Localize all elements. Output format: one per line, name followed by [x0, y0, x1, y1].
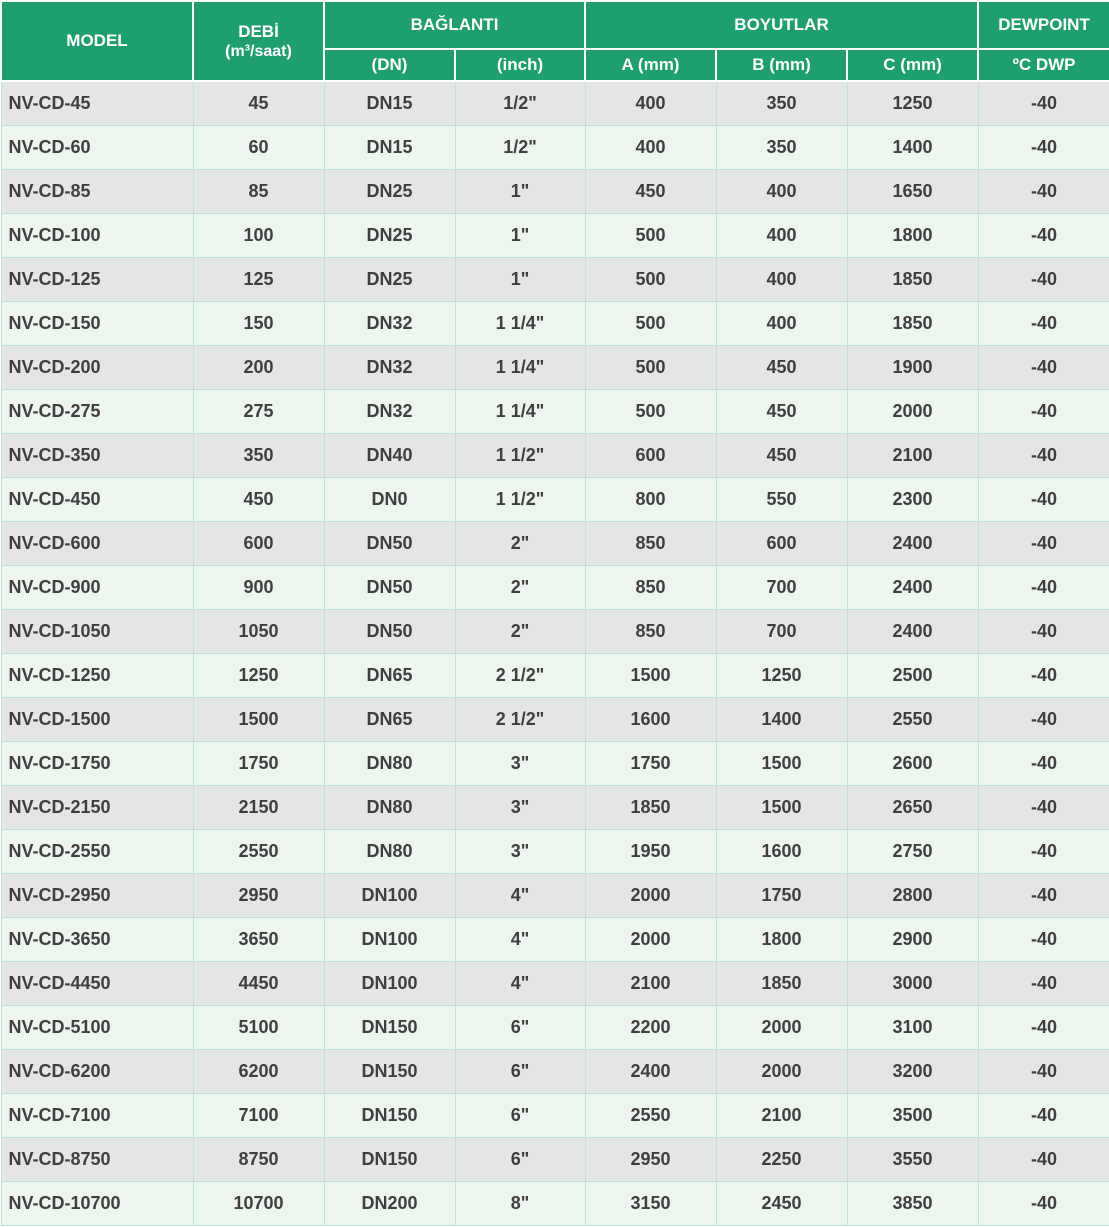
cell-debi: 2150: [193, 786, 324, 830]
cell-model: NV-CD-350: [1, 434, 193, 478]
cell-model: NV-CD-125: [1, 258, 193, 302]
cell-a-mm: 2550: [585, 1094, 716, 1138]
cell-model: NV-CD-900: [1, 566, 193, 610]
cell-inch: 1 1/2": [455, 478, 585, 522]
cell-a-mm: 2400: [585, 1050, 716, 1094]
cell-debi: 2950: [193, 874, 324, 918]
cell-debi: 45: [193, 81, 324, 126]
table-row: [1, 566, 1109, 610]
table-row: [1, 610, 1109, 654]
cell-c-mm: 2400: [847, 610, 978, 654]
table-row: [1, 786, 1109, 830]
cell-a-mm: 500: [585, 214, 716, 258]
cell-a-mm: 2000: [585, 874, 716, 918]
header-a-mm: A (mm): [585, 49, 716, 81]
table-row: [1, 170, 1109, 214]
table-row: [1, 434, 1109, 478]
cell-inch: 4": [455, 918, 585, 962]
cell-model: NV-CD-100: [1, 214, 193, 258]
table-row: [1, 1138, 1109, 1182]
cell-dewpoint: -40: [978, 258, 1109, 302]
cell-dn: DN50: [324, 522, 455, 566]
cell-b-mm: 400: [716, 170, 847, 214]
cell-model: NV-CD-1500: [1, 698, 193, 742]
cell-model: NV-CD-10700: [1, 1182, 193, 1226]
cell-c-mm: 3100: [847, 1006, 978, 1050]
cell-dewpoint: -40: [978, 918, 1109, 962]
cell-a-mm: 400: [585, 126, 716, 170]
header-inch: (inch): [455, 49, 585, 81]
cell-a-mm: 850: [585, 522, 716, 566]
table-row: [1, 1050, 1109, 1094]
cell-dn: DN50: [324, 566, 455, 610]
cell-dewpoint: -40: [978, 81, 1109, 126]
header-dn: (DN): [324, 49, 455, 81]
cell-debi: 5100: [193, 1006, 324, 1050]
cell-debi: 150: [193, 302, 324, 346]
cell-inch: 1/2": [455, 126, 585, 170]
cell-inch: 6": [455, 1094, 585, 1138]
cell-c-mm: 2800: [847, 874, 978, 918]
cell-dewpoint: -40: [978, 830, 1109, 874]
cell-b-mm: 350: [716, 81, 847, 126]
cell-a-mm: 2000: [585, 918, 716, 962]
cell-inch: 6": [455, 1138, 585, 1182]
cell-dn: DN25: [324, 170, 455, 214]
cell-b-mm: 1500: [716, 786, 847, 830]
cell-c-mm: 1400: [847, 126, 978, 170]
cell-model: NV-CD-45: [1, 81, 193, 126]
cell-model: NV-CD-85: [1, 170, 193, 214]
cell-inch: 3": [455, 830, 585, 874]
cell-c-mm: 2600: [847, 742, 978, 786]
cell-model: NV-CD-1050: [1, 610, 193, 654]
cell-model: NV-CD-2150: [1, 786, 193, 830]
cell-c-mm: 3200: [847, 1050, 978, 1094]
cell-dewpoint: -40: [978, 566, 1109, 610]
cell-inch: 2": [455, 566, 585, 610]
cell-c-mm: 2400: [847, 566, 978, 610]
cell-inch: 1/2": [455, 81, 585, 126]
cell-b-mm: 400: [716, 258, 847, 302]
cell-a-mm: 1500: [585, 654, 716, 698]
cell-a-mm: 500: [585, 390, 716, 434]
cell-c-mm: 2000: [847, 390, 978, 434]
cell-b-mm: 2000: [716, 1006, 847, 1050]
table-body: [1, 81, 1109, 1226]
cell-dewpoint: -40: [978, 698, 1109, 742]
cell-c-mm: 3850: [847, 1182, 978, 1226]
table-row: [1, 390, 1109, 434]
cell-c-mm: 2500: [847, 654, 978, 698]
cell-dn: DN150: [324, 1050, 455, 1094]
cell-dn: DN100: [324, 918, 455, 962]
cell-b-mm: 1400: [716, 698, 847, 742]
cell-dn: DN65: [324, 698, 455, 742]
cell-dn: DN80: [324, 742, 455, 786]
table-row: [1, 1182, 1109, 1226]
cell-b-mm: 450: [716, 390, 847, 434]
cell-inch: 1 1/4": [455, 346, 585, 390]
header-c-mm: C (mm): [847, 49, 978, 81]
cell-a-mm: 2200: [585, 1006, 716, 1050]
cell-a-mm: 400: [585, 81, 716, 126]
table-row: [1, 258, 1109, 302]
cell-dn: DN100: [324, 962, 455, 1006]
cell-a-mm: 500: [585, 302, 716, 346]
cell-debi: 1750: [193, 742, 324, 786]
cell-dewpoint: -40: [978, 610, 1109, 654]
cell-dewpoint: -40: [978, 170, 1109, 214]
table-row: [1, 478, 1109, 522]
cell-c-mm: 1800: [847, 214, 978, 258]
cell-inch: 3": [455, 786, 585, 830]
cell-model: NV-CD-8750: [1, 1138, 193, 1182]
cell-debi: 2550: [193, 830, 324, 874]
cell-model: NV-CD-7100: [1, 1094, 193, 1138]
cell-debi: 100: [193, 214, 324, 258]
cell-dewpoint: -40: [978, 786, 1109, 830]
cell-dewpoint: -40: [978, 346, 1109, 390]
cell-model: NV-CD-450: [1, 478, 193, 522]
table-row: [1, 654, 1109, 698]
cell-dewpoint: -40: [978, 1182, 1109, 1226]
header-boyutlar: BOYUTLAR: [585, 1, 978, 49]
cell-dewpoint: -40: [978, 654, 1109, 698]
cell-a-mm: 2950: [585, 1138, 716, 1182]
cell-b-mm: 450: [716, 434, 847, 478]
cell-model: NV-CD-150: [1, 302, 193, 346]
cell-c-mm: 2100: [847, 434, 978, 478]
cell-inch: 2": [455, 522, 585, 566]
cell-model: NV-CD-3650: [1, 918, 193, 962]
cell-debi: 350: [193, 434, 324, 478]
cell-dewpoint: -40: [978, 214, 1109, 258]
cell-c-mm: 2300: [847, 478, 978, 522]
cell-dewpoint: -40: [978, 390, 1109, 434]
cell-debi: 125: [193, 258, 324, 302]
cell-model: NV-CD-1250: [1, 654, 193, 698]
cell-inch: 1 1/2": [455, 434, 585, 478]
cell-debi: 85: [193, 170, 324, 214]
cell-a-mm: 850: [585, 610, 716, 654]
table-row: [1, 302, 1109, 346]
header-dwp: ºC DWP: [978, 49, 1109, 81]
cell-b-mm: 400: [716, 214, 847, 258]
cell-c-mm: 2900: [847, 918, 978, 962]
cell-b-mm: 700: [716, 566, 847, 610]
cell-dewpoint: -40: [978, 478, 1109, 522]
cell-c-mm: 2400: [847, 522, 978, 566]
cell-c-mm: 2750: [847, 830, 978, 874]
header-debi-label: DEBİ: [238, 21, 279, 41]
cell-c-mm: 1850: [847, 302, 978, 346]
cell-b-mm: 1500: [716, 742, 847, 786]
cell-b-mm: 550: [716, 478, 847, 522]
cell-debi: 10700: [193, 1182, 324, 1226]
cell-c-mm: 3500: [847, 1094, 978, 1138]
table-row: [1, 1006, 1109, 1050]
table-row: [1, 1094, 1109, 1138]
cell-inch: 1": [455, 170, 585, 214]
table-row: [1, 126, 1109, 170]
cell-b-mm: 600: [716, 522, 847, 566]
cell-model: NV-CD-2950: [1, 874, 193, 918]
cell-debi: 60: [193, 126, 324, 170]
cell-debi: 1250: [193, 654, 324, 698]
cell-c-mm: 3000: [847, 962, 978, 1006]
cell-a-mm: 850: [585, 566, 716, 610]
cell-dewpoint: -40: [978, 1094, 1109, 1138]
cell-dewpoint: -40: [978, 1050, 1109, 1094]
cell-dewpoint: -40: [978, 126, 1109, 170]
cell-model: NV-CD-600: [1, 522, 193, 566]
cell-dn: DN0: [324, 478, 455, 522]
cell-a-mm: 1750: [585, 742, 716, 786]
cell-inch: 4": [455, 962, 585, 1006]
cell-c-mm: 2550: [847, 698, 978, 742]
cell-inch: 3": [455, 742, 585, 786]
cell-inch: 1 1/4": [455, 302, 585, 346]
cell-dn: DN50: [324, 610, 455, 654]
cell-a-mm: 1850: [585, 786, 716, 830]
cell-b-mm: 700: [716, 610, 847, 654]
cell-dewpoint: -40: [978, 522, 1109, 566]
cell-a-mm: 2100: [585, 962, 716, 1006]
cell-a-mm: 600: [585, 434, 716, 478]
cell-inch: 2 1/2": [455, 654, 585, 698]
cell-model: NV-CD-4450: [1, 962, 193, 1006]
cell-dn: DN150: [324, 1006, 455, 1050]
cell-debi: 6200: [193, 1050, 324, 1094]
header-debi: [193, 1, 324, 81]
cell-model: NV-CD-275: [1, 390, 193, 434]
cell-dn: DN25: [324, 214, 455, 258]
cell-a-mm: 450: [585, 170, 716, 214]
cell-model: NV-CD-6200: [1, 1050, 193, 1094]
cell-model: NV-CD-200: [1, 346, 193, 390]
header-model: MODEL: [1, 1, 193, 81]
cell-b-mm: 2250: [716, 1138, 847, 1182]
table-row: [1, 830, 1109, 874]
table-row: [1, 874, 1109, 918]
cell-c-mm: 1900: [847, 346, 978, 390]
cell-c-mm: 1250: [847, 81, 978, 126]
cell-inch: 1": [455, 214, 585, 258]
cell-c-mm: 1850: [847, 258, 978, 302]
table-row: [1, 346, 1109, 390]
cell-a-mm: 1950: [585, 830, 716, 874]
header-b-mm: B (mm): [716, 49, 847, 81]
cell-dn: DN80: [324, 786, 455, 830]
cell-b-mm: 1750: [716, 874, 847, 918]
cell-debi: 275: [193, 390, 324, 434]
table-row: [1, 698, 1109, 742]
cell-b-mm: 2450: [716, 1182, 847, 1226]
table-row: [1, 962, 1109, 1006]
cell-debi: 7100: [193, 1094, 324, 1138]
cell-inch: 8": [455, 1182, 585, 1226]
cell-a-mm: 3150: [585, 1182, 716, 1226]
cell-debi: 200: [193, 346, 324, 390]
cell-debi: 600: [193, 522, 324, 566]
cell-debi: 900: [193, 566, 324, 610]
cell-dn: DN80: [324, 830, 455, 874]
cell-b-mm: 400: [716, 302, 847, 346]
table-row: [1, 522, 1109, 566]
header-dewpoint: DEWPOINT: [978, 1, 1109, 49]
cell-model: NV-CD-60: [1, 126, 193, 170]
cell-b-mm: 1850: [716, 962, 847, 1006]
cell-dn: DN32: [324, 302, 455, 346]
cell-debi: 3650: [193, 918, 324, 962]
cell-inch: 1": [455, 258, 585, 302]
cell-dewpoint: -40: [978, 874, 1109, 918]
cell-inch: 1 1/4": [455, 390, 585, 434]
cell-dn: DN32: [324, 346, 455, 390]
cell-dn: DN32: [324, 390, 455, 434]
cell-inch: 6": [455, 1006, 585, 1050]
cell-a-mm: 500: [585, 258, 716, 302]
table-row: [1, 742, 1109, 786]
cell-debi: 450: [193, 478, 324, 522]
cell-b-mm: 450: [716, 346, 847, 390]
cell-dewpoint: -40: [978, 742, 1109, 786]
cell-dn: DN150: [324, 1094, 455, 1138]
cell-inch: 2": [455, 610, 585, 654]
cell-c-mm: 2650: [847, 786, 978, 830]
cell-inch: 4": [455, 874, 585, 918]
cell-dewpoint: -40: [978, 434, 1109, 478]
table-row: [1, 81, 1109, 126]
cell-debi: 1050: [193, 610, 324, 654]
cell-b-mm: 350: [716, 126, 847, 170]
cell-debi: 8750: [193, 1138, 324, 1182]
cell-dn: DN150: [324, 1138, 455, 1182]
cell-b-mm: 2000: [716, 1050, 847, 1094]
cell-b-mm: 2100: [716, 1094, 847, 1138]
cell-inch: 2 1/2": [455, 698, 585, 742]
table-row: [1, 918, 1109, 962]
cell-dn: DN65: [324, 654, 455, 698]
table-header: [1, 1, 1109, 81]
table-row: [1, 214, 1109, 258]
cell-c-mm: 3550: [847, 1138, 978, 1182]
cell-model: NV-CD-5100: [1, 1006, 193, 1050]
cell-a-mm: 800: [585, 478, 716, 522]
cell-dewpoint: -40: [978, 302, 1109, 346]
cell-model: NV-CD-1750: [1, 742, 193, 786]
cell-b-mm: 1800: [716, 918, 847, 962]
cell-dewpoint: -40: [978, 1138, 1109, 1182]
header-baglanti: BAĞLANTI: [324, 1, 585, 49]
cell-inch: 6": [455, 1050, 585, 1094]
cell-b-mm: 1600: [716, 830, 847, 874]
cell-dewpoint: -40: [978, 962, 1109, 1006]
cell-dn: DN25: [324, 258, 455, 302]
cell-c-mm: 1650: [847, 170, 978, 214]
cell-a-mm: 1600: [585, 698, 716, 742]
cell-dn: DN15: [324, 81, 455, 126]
cell-dn: DN15: [324, 126, 455, 170]
cell-dewpoint: -40: [978, 1006, 1109, 1050]
cell-dn: DN200: [324, 1182, 455, 1226]
header-debi-unit: (m³/saat): [225, 42, 292, 60]
cell-model: NV-CD-2550: [1, 830, 193, 874]
cell-dn: DN100: [324, 874, 455, 918]
cell-a-mm: 500: [585, 346, 716, 390]
cell-debi: 4450: [193, 962, 324, 1006]
cell-b-mm: 1250: [716, 654, 847, 698]
cell-dn: DN40: [324, 434, 455, 478]
cell-debi: 1500: [193, 698, 324, 742]
